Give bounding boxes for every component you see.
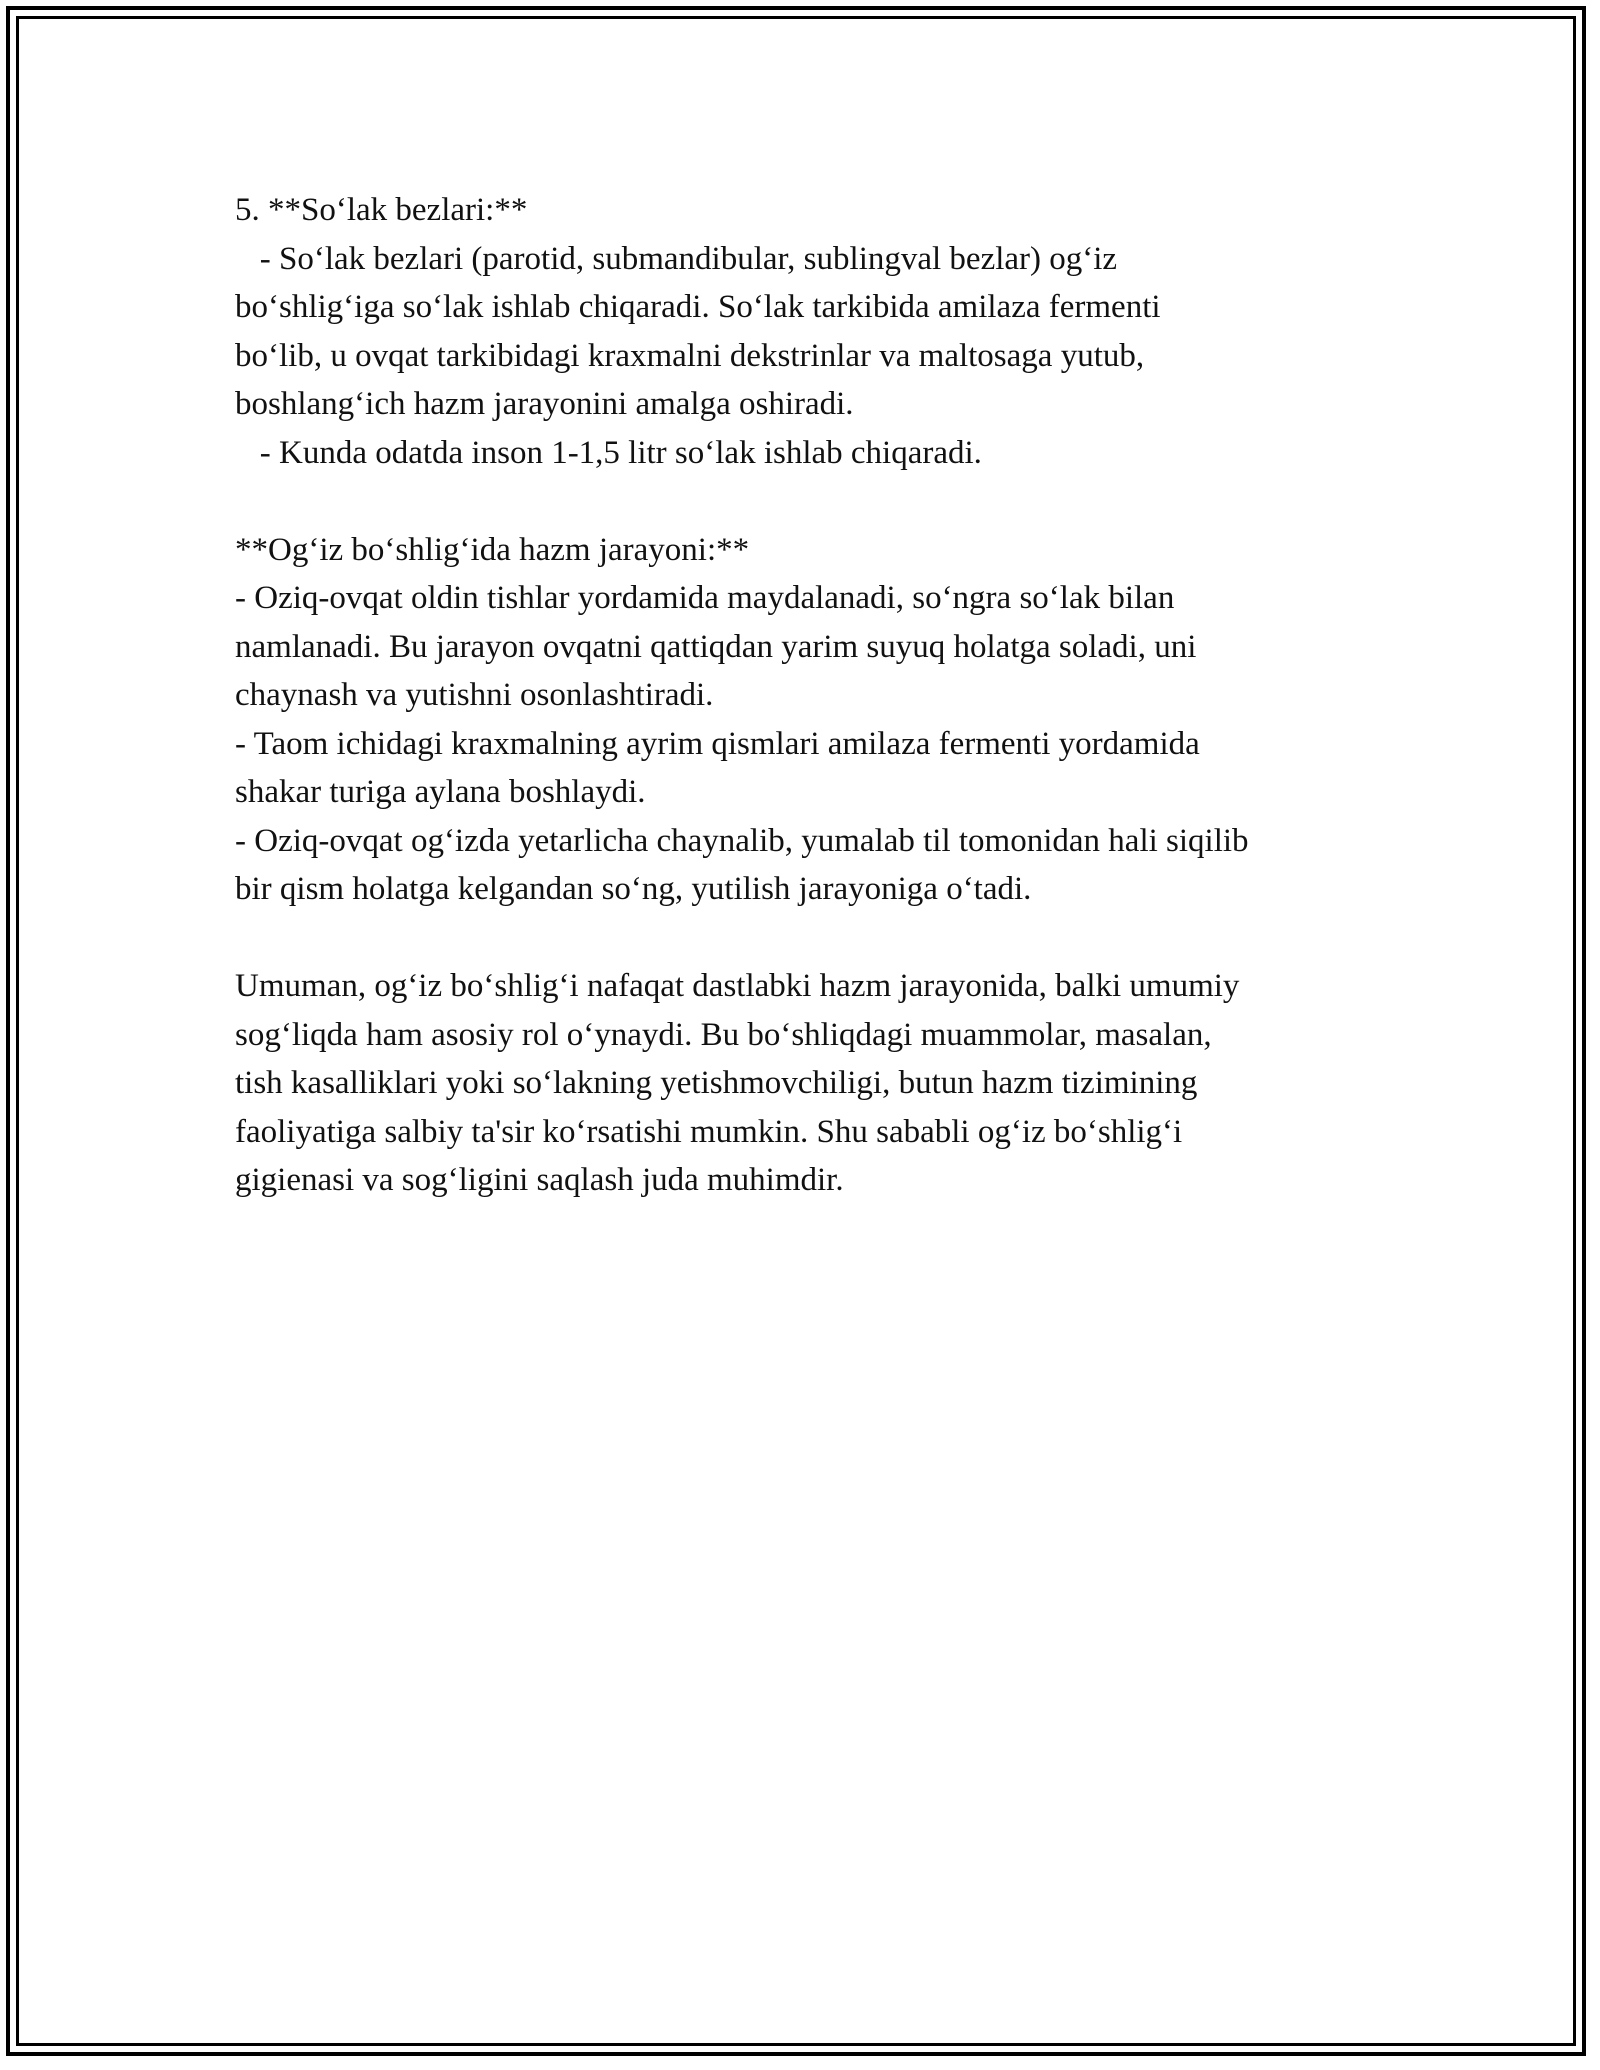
document-body: [235, 186, 1385, 1205]
conclusion-line2: sog‘liqda ham asosiy rol o‘ynaydi. Bu bo‘shliqdagi muammolar, masalan,: [235, 1016, 1212, 1053]
conclusion-line3: tish kasalliklari yoki so‘lakning yetishmovchiligi, butun hazm tizimining: [235, 1065, 1198, 1101]
digestion-bullet2-line2: shakar turiga aylana boshlaydi.: [235, 774, 646, 810]
conclusion-line1: Umuman, og‘iz bo‘shlig‘i nafaqat dastlabki hazm jarayonida, balki umumiy: [235, 968, 1240, 1004]
conclusion-line5: gigienasi va sog‘ligini saqlash juda muhimdir.: [235, 1162, 844, 1198]
digestion-bullet1-line3: chaynash va yutishni osonlashtiradi.: [235, 677, 714, 713]
digestion-bullet1-line2: namlanadi. Bu jarayon ovqatni qattiqdan yarim suyuq holatga soladi, uni: [235, 628, 1197, 665]
digestion-bullet2-line1: - Taom ichidagi kraxmalning ayrim qismlari amilaza fermenti yordamida: [235, 725, 1200, 762]
digestion-bullet3-line2: bir qism holatga kelgandan so‘ng, yutilish jarayoniga o‘tadi.: [235, 871, 1032, 907]
digestion-bullet1-line1: - Oziq-ovqat oldin tishlar yordamida maydalanadi, so‘ngra so‘lak bilan: [235, 580, 1175, 616]
salivary-bullet1-line3: bo‘lib, u ovqat tarkibidagi kraxmalni dekstrinlar va maltosaga yutub,: [235, 337, 1145, 374]
paragraph-gap: [235, 914, 1385, 963]
salivary-bullet1-line2: bo‘shlig‘iga so‘lak ishlab chiqaradi. So‘lak tarkibida amilaza fermenti: [235, 289, 1161, 325]
conclusion-line4: faoliyatiga salbiy ta'sir ko‘rsatishi mumkin. Shu sababli og‘iz bo‘shlig‘i: [235, 1113, 1183, 1150]
salivary-bullet2: - Kunda odatda inson 1-1,5 litr so‘lak ishlab chiqaradi.: [235, 434, 982, 471]
salivary-heading: 5. **So‘lak bezlari:**: [235, 192, 528, 228]
digestion-bullet3-line1: - Oziq-ovqat og‘izda yetarlicha chaynalib, yumalab til tomonidan hali siqilib: [235, 822, 1249, 859]
paragraph-gap: [235, 477, 1385, 526]
digestion-heading: **Og‘iz bo‘shlig‘ida hazm jarayoni:**: [235, 531, 750, 568]
salivary-bullet1-line1: - So‘lak bezlari (parotid, submandibular, sublingval bezlar) og‘iz: [235, 240, 1118, 277]
salivary-bullet1-line4: boshlang‘ich hazm jarayonini amalga oshiradi.: [235, 386, 854, 422]
